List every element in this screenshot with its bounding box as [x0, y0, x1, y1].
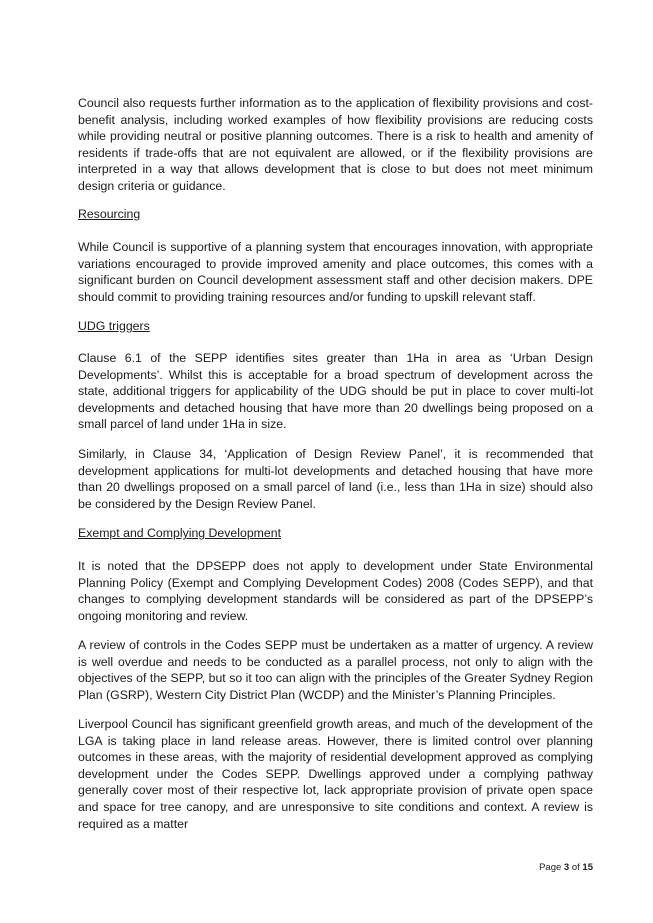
paragraph-design-review-panel: Similarly, in Clause 34, ‘Application of Design Review Panel’, it is recommended that development applications for multi-lot developments and detached housing that have more than 20 dwellings proposed on a small parcel of land (i.e., less than 1Ha in size) should also be considered by the Design Review Panel. [78, 447, 593, 511]
heading-udg-triggers: UDG triggers [78, 319, 150, 333]
of-label: of [571, 862, 580, 873]
paragraph-flexibility: Council also requests further information as to the application of flexibility provisions and cost-benefit analysis, including worked examples of how flexibility provisions are reducing costs while providing neutral or positive planning outcomes. There is a risk to health and amenity of residents if trade-offs that are not equivalent are allowed, or if the flexibility provisions are interpreted in a way that allows development that is close to but does not meet minimum design criteria or guidance. [78, 96, 593, 193]
paragraph-udg-triggers: Clause 6.1 of the SEPP identifies sites greater than 1Ha in area as ‘Urban Design Developments’. Whilst this is acceptable for a broad spectrum of development across the state, additional triggers for applicability of the UDG should be put in place to cover multi-lot developments and detached housing that have more than 20 dwellings being proposed on a small parcel of land under 1Ha in size. [78, 351, 593, 432]
current-page: 3 [563, 862, 570, 873]
paragraph-liverpool-council: Liverpool Council has significant greenfield growth areas, and much of the development of the LGA is taking place in land release areas. However, there is limited control over planning outcomes in these areas, with the majority of residential development approved as complying development under the Codes SEPP. Dwellings approved under a complying pathway generally cover most of their respective lot, lack appropriate provision of private open space and space for tree canopy, and are unresponsive to site conditions and context. A review is required as a matter [78, 717, 593, 831]
paragraph-resourcing: While Council is supportive of a planning system that encourages innovation, with appropriate variations encouraged to provide improved amenity and place outcomes, this comes with a significant burden on Council development assessment staff and other decision makers. DPE should commit to providing training resources and/or funding to upskill relevant staff. [78, 240, 593, 304]
page-label: Page [539, 862, 562, 873]
paragraph-review-controls: A review of controls in the Codes SEPP must be undertaken as a matter of urgency. A review is well overdue and needs to be conducted as a parallel process, not only to align with the objectives of the SEPP, but so it too can align with the principles of the Greater Sydney Region Plan (GSRP), Western City District Plan (WCDP) and the Minister’s Planning Principles. [78, 638, 593, 702]
total-pages: 15 [582, 862, 593, 873]
page-number [480, 862, 593, 873]
heading-resourcing: Resourcing [78, 207, 141, 221]
paragraph-codes-sepp: It is noted that the DPSEPP does not apply to development under State Environmental Planning Policy (Exempt and Complying Development Codes) 2008 (Codes SEPP), and that changes to complying development standards will be considered as part of the DPSEPP’s ongoing monitoring and review. [78, 559, 593, 623]
heading-exempt-complying: Exempt and Complying Development [78, 526, 282, 540]
